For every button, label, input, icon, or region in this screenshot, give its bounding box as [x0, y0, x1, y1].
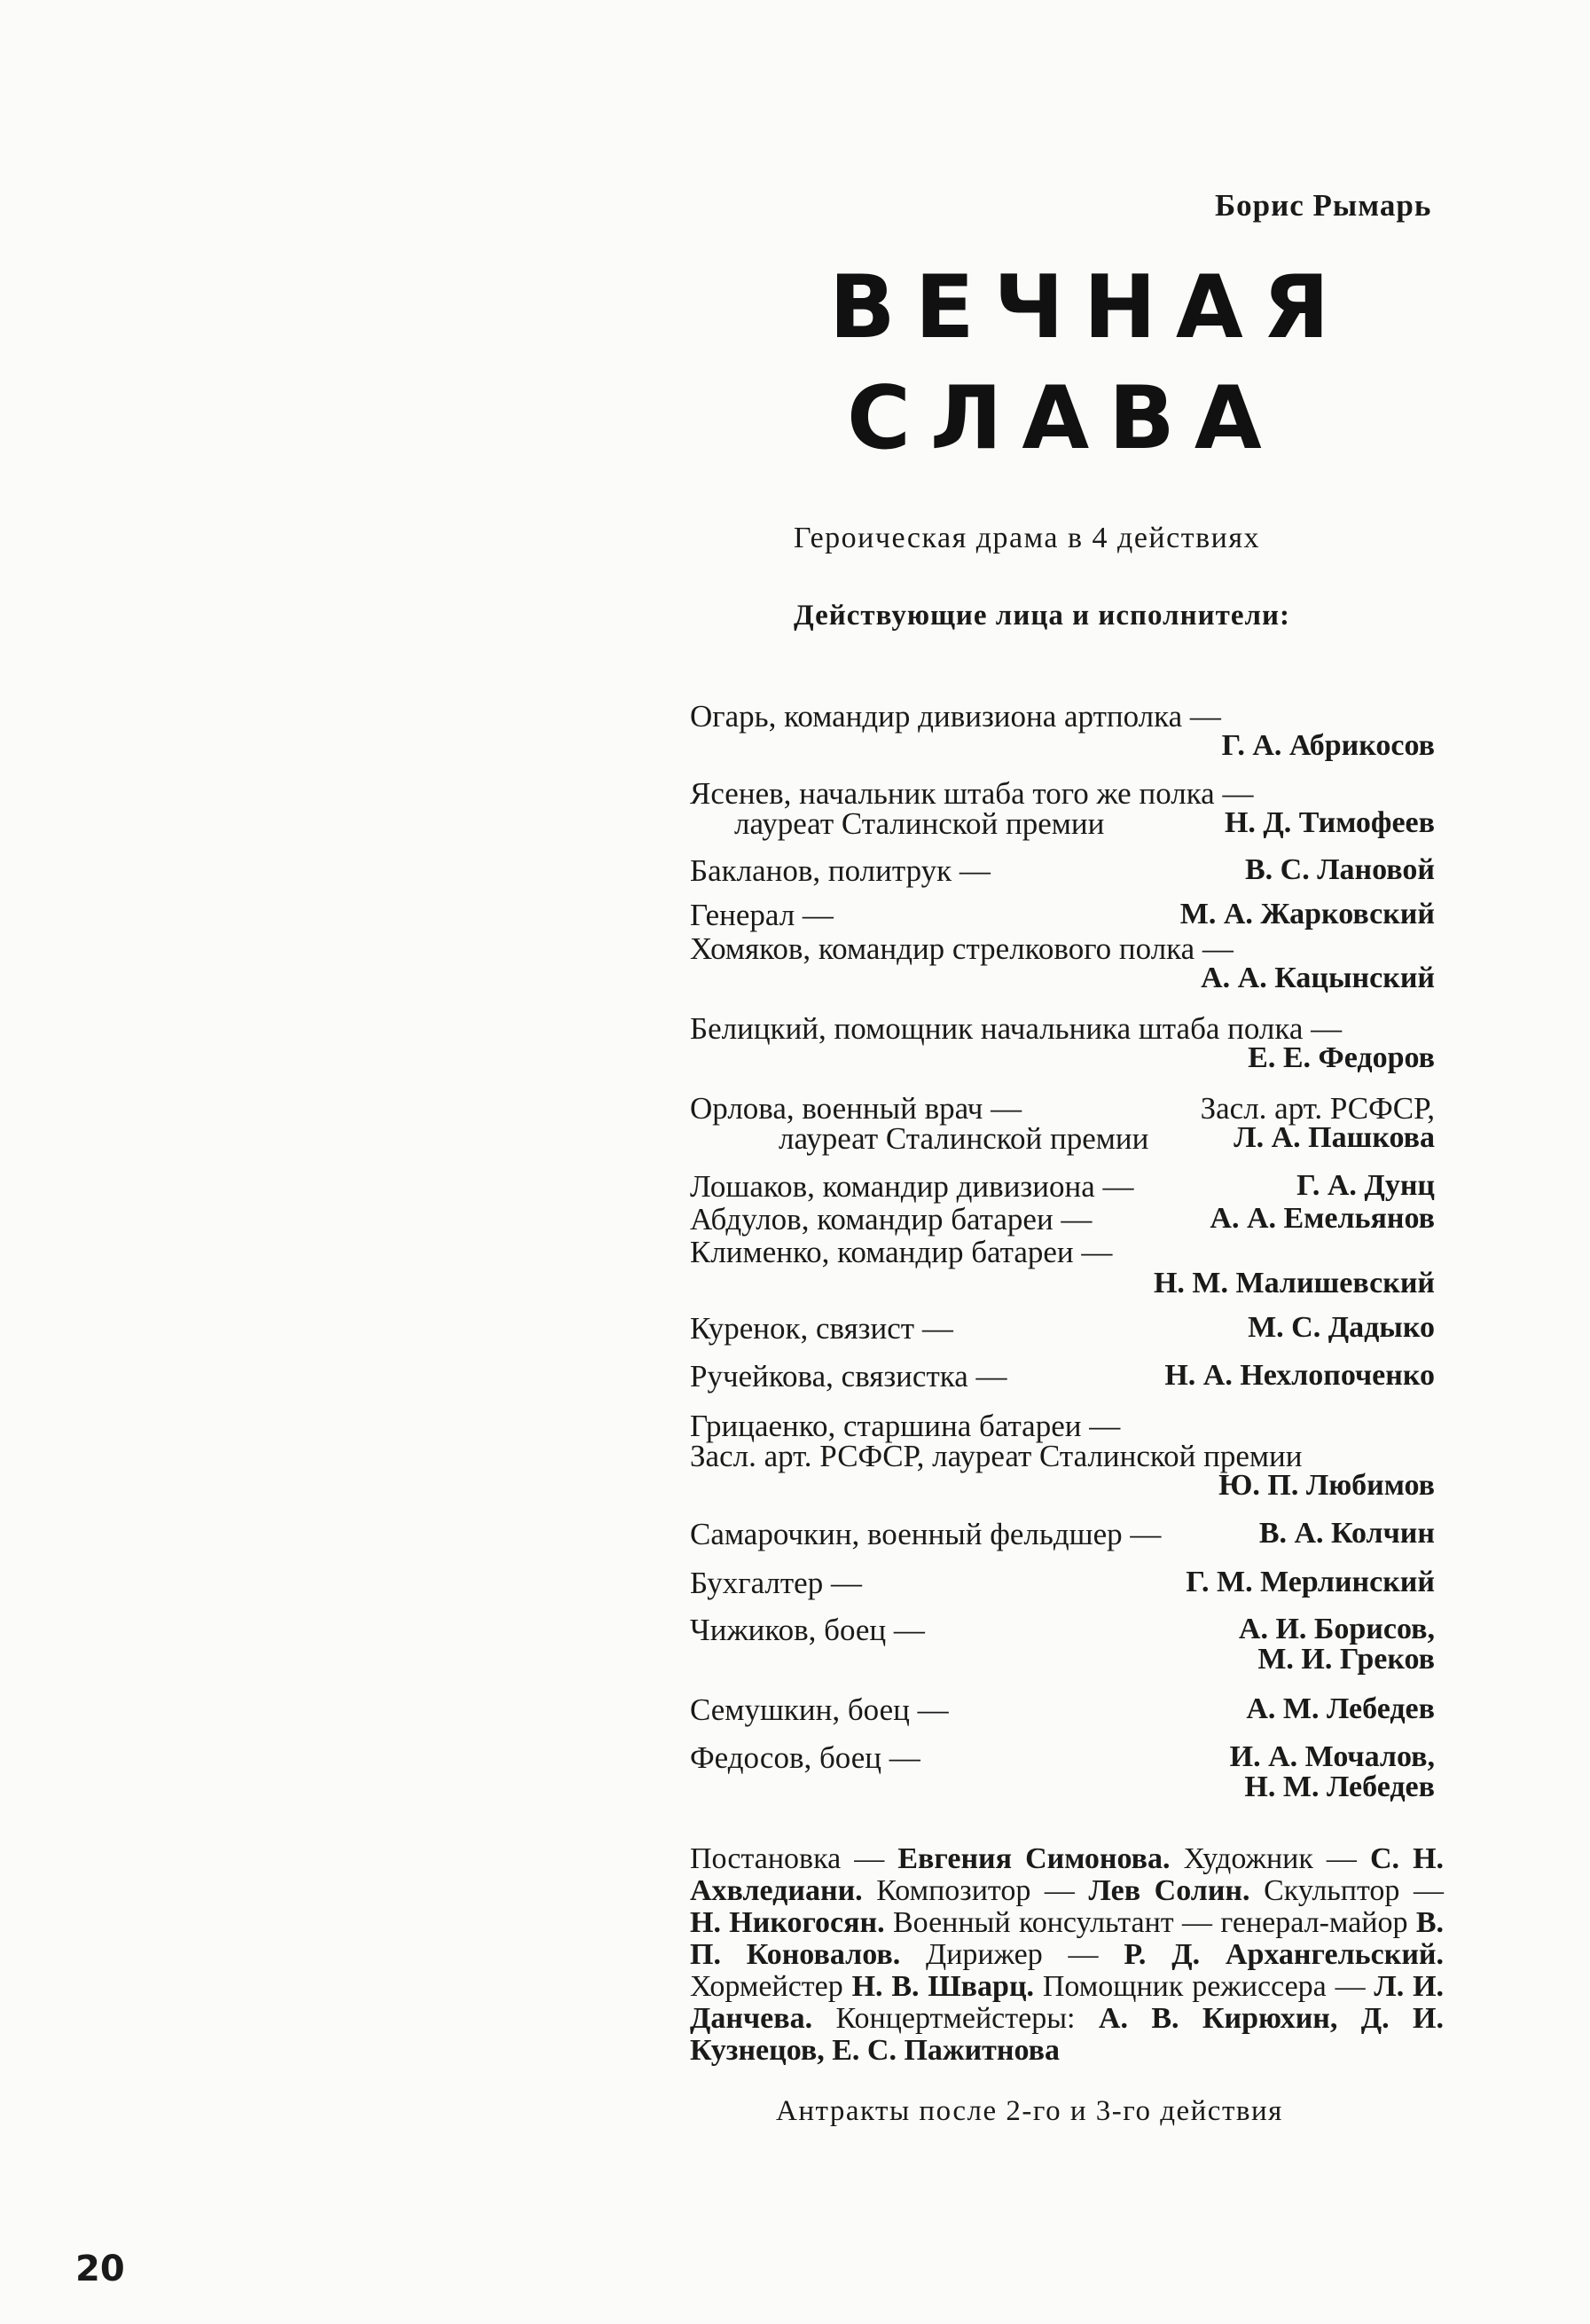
- cast-actor: Е. Е. Федоров: [1248, 1041, 1435, 1074]
- cast-actor: А. А. Емельянов: [1210, 1202, 1435, 1235]
- credit-consultant: В. П. Коновалов.: [690, 1906, 1445, 1971]
- cast-role: Орлова, военный врач —: [690, 1091, 1022, 1126]
- cast-role: Белицкий, помощник начальника штаба полка —: [690, 1011, 1343, 1046]
- intermission-note: Антракты после 2-го и 3-го действия: [776, 2095, 1283, 2127]
- cast-entry: [690, 853, 1435, 891]
- cast-actor: М. А. Жарковский: [1179, 898, 1435, 930]
- cast-title: Засл. арт. РСФСР,: [1200, 1091, 1435, 1126]
- cast-actor: Г. А. Абрикосов: [1221, 729, 1435, 762]
- cast-role: Абдулов, командир батареи —: [690, 1202, 1093, 1237]
- cast-entry: [690, 1517, 1435, 1552]
- cast-entry: [690, 1409, 1435, 1506]
- cast-role: Чижиков, боец —: [690, 1613, 925, 1647]
- cast-role: Грицаенко, старшина батареи —: [690, 1409, 1121, 1443]
- credit-label: Хормейстер: [690, 1970, 843, 2003]
- cast-role: Куренок, связист —: [690, 1311, 953, 1346]
- cast-heading: Действующие лица и исполнители:: [794, 600, 1291, 632]
- cast-actor: Н. М. Малишевский: [1153, 1267, 1435, 1299]
- cast-entry: [690, 1011, 1435, 1082]
- play-title-line-1: ВЕЧНАЯ: [829, 257, 1350, 358]
- credit-sculptor: Н. Никогосян.: [690, 1906, 885, 1939]
- cast-entry: [690, 898, 1435, 935]
- cast-actor: В. А. Колчин: [1258, 1517, 1435, 1550]
- credit-label: Концертмейстеры:: [835, 2002, 1076, 2035]
- cast-actor: А. М. Лебедев: [1246, 1692, 1435, 1725]
- credit-composer: Лев Солин.: [1088, 1874, 1250, 1907]
- cast-entry: [690, 776, 1435, 847]
- cast-actor: Л. А. Пашкова: [1234, 1121, 1435, 1154]
- cast-entry: [690, 1566, 1435, 1601]
- credit-label: Постановка —: [690, 1842, 885, 1875]
- cast-actor: Ю. П. Любимов: [1218, 1469, 1435, 1502]
- cast-role: Ясенев, начальник штаба того же полка —: [690, 776, 1254, 811]
- play-subtitle: Героическая драма в 4 действиях: [794, 522, 1260, 554]
- cast-honor: лауреат Сталинской премии: [734, 806, 1105, 841]
- credit-director: Евгения Симонова.: [897, 1842, 1171, 1875]
- cast-role: Самарочкин, военный фельдшер —: [690, 1517, 1162, 1551]
- cast-title: Засл. арт. РСФСР, лауреат Сталинской премии: [690, 1439, 1303, 1473]
- credit-choirmaster: Н. В. Шварц.: [851, 1970, 1035, 2003]
- author-name: Борис Рымарь: [1215, 188, 1432, 223]
- credit-label: Художник —: [1183, 1842, 1357, 1875]
- credit-label: Дирижер —: [926, 1938, 1099, 1971]
- production-credits: [690, 1843, 1444, 2067]
- cast-actor: И. А. Мочалов,: [1229, 1740, 1435, 1773]
- cast-actor: А. А. Кацынский: [1201, 962, 1435, 994]
- cast-entry: [690, 931, 1435, 1002]
- credit-assistant-director: Л. И. Данчева.: [690, 1970, 1445, 2035]
- cast-actor: А. И. Борисов,: [1238, 1613, 1435, 1645]
- credit-label: Скульптор —: [1264, 1874, 1444, 1907]
- cast-actor: Н. А. Нехлопоченко: [1164, 1359, 1435, 1392]
- cast-actor: В. С. Лановой: [1244, 853, 1435, 886]
- cast-entry: [690, 1169, 1435, 1205]
- cast-actor: Н. Д. Тимофеев: [1224, 806, 1435, 839]
- cast-role: Хомяков, командир стрелкового полка —: [690, 931, 1234, 966]
- cast-role: Генерал —: [690, 898, 834, 932]
- credit-label: Помощник режиссера —: [1042, 1970, 1366, 2003]
- page-number: 20: [75, 2249, 125, 2289]
- cast-role: Клименко, командир батареи —: [690, 1235, 1113, 1269]
- cast-entry: [690, 699, 1435, 770]
- credit-accompanists: А. В. Кирюхин, Д. И. Кузнецов, Е. С. Пажитнова: [690, 2002, 1445, 2067]
- cast-entry: [690, 1740, 1435, 1811]
- credit-conductor: Р. Д. Архангельский.: [1124, 1938, 1445, 1971]
- cast-actor: Г. А. Дунц: [1296, 1169, 1435, 1202]
- cast-role: Лошаков, командир дивизиона —: [690, 1169, 1134, 1204]
- cast-actor: Г. М. Мерлинский: [1186, 1566, 1435, 1598]
- cast-role: Семушкин, боец —: [690, 1692, 949, 1727]
- cast-role: Федосов, боец —: [690, 1740, 920, 1775]
- credit-designer: С. Н. Ахвледиани.: [690, 1842, 1445, 1907]
- cast-entry: [690, 1359, 1435, 1394]
- cast-role: Огарь, командир дивизиона артполка —: [690, 699, 1221, 734]
- cast-actor-alternate: Н. М. Лебедев: [1244, 1770, 1435, 1803]
- cast-entry: [690, 1311, 1435, 1347]
- credit-label: Композитор —: [876, 1874, 1075, 1907]
- cast-role: Ручейкова, связистка —: [690, 1359, 1007, 1394]
- play-title-line-2: СЛАВА: [847, 368, 1281, 469]
- credit-label: Военный консультант — генерал-майор: [892, 1906, 1408, 1939]
- cast-actor-alternate: М. И. Греков: [1257, 1643, 1435, 1676]
- cast-entry: [690, 1202, 1435, 1237]
- cast-role: Бакланов, политрук —: [690, 853, 991, 888]
- cast-role: Бухгалтер —: [690, 1566, 862, 1600]
- cast-honor: лауреат Сталинской премии: [779, 1121, 1149, 1156]
- cast-entry: [690, 1091, 1435, 1162]
- cast-entry: [690, 1613, 1435, 1684]
- cast-actor: М. С. Дадыко: [1248, 1311, 1435, 1344]
- cast-entry: [690, 1235, 1435, 1306]
- cast-entry: [690, 1692, 1435, 1728]
